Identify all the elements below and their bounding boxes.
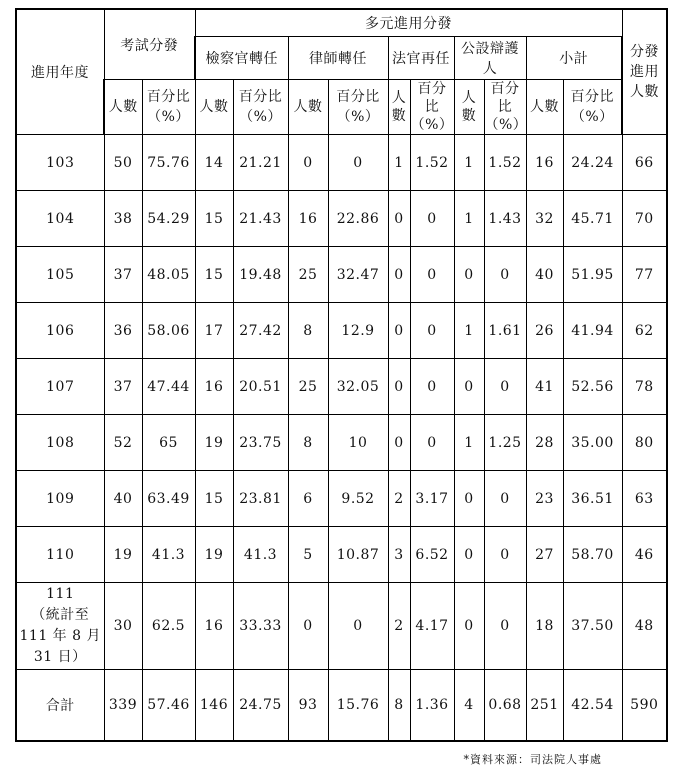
cell-judge-count: 1 [388,135,410,191]
cell-law-count: 25 [288,359,328,415]
header-diverse: 多元進用分發 [195,9,622,37]
cell-sub-count: 28 [526,415,563,471]
cell-judge-pct: 6.52 [410,527,454,583]
table-row [16,583,667,670]
cell-pros-count: 15 [195,247,233,303]
cell-law-pct: 22.86 [328,191,388,247]
header-sub-count: 人數 [526,80,563,135]
cell-year-note-2: 111 年 8 月 [19,628,101,644]
cell-exam-count: 36 [104,303,142,359]
table-total-row [16,670,667,742]
table-row [16,303,667,359]
cell-law-pct: 32.05 [328,359,388,415]
cell-law-pct: 12.9 [328,303,388,359]
header-law-count: 人數 [288,80,328,135]
cell-def-count: 1 [454,415,484,471]
cell-law-pct: 9.52 [328,471,388,527]
header-law-pct: 百分比 （%） [328,80,388,135]
header-judge-pct: 百分比 （%） [410,81,454,133]
table-row [16,359,667,415]
cell-year: 109 [16,471,104,527]
cell-def-pct: 1.61 [484,303,526,359]
cell-year-note-1: （統計至 [31,607,90,623]
cell-def-pct: 0 [484,471,526,527]
cell-pros-pct: 21.43 [233,191,288,247]
cell-exam-count: 40 [104,471,142,527]
cell-def-count: 0 [454,471,484,527]
cell-exam-pct: 62.5 [142,583,195,670]
cell-sub-pct: 35.00 [563,415,622,471]
cell-judge-count: 3 [388,527,410,583]
cell-pros-pct: 27.42 [233,303,288,359]
cell-sub-count: 18 [526,583,563,670]
cell-law-count: 0 [288,135,328,191]
cell-exam-count: 37 [104,359,142,415]
cell-sub-pct: 37.50 [563,583,622,670]
cell-exam-count: 19 [104,527,142,583]
cell-total: 46 [622,527,667,583]
cell-exam-pct: 63.49 [142,471,195,527]
cell-sub-count: 27 [526,527,563,583]
cell-exam-pct: 41.3 [142,527,195,583]
table-row [16,191,667,247]
cell-judge-count: 0 [388,191,410,247]
cell-judge-count: 8 [388,670,410,742]
cell-law-pct: 10 [328,415,388,471]
table-row [16,471,667,527]
cell-pros-pct: 24.75 [233,670,288,742]
header-def-count: 人 數 [454,80,484,135]
header-row-top [16,9,667,37]
cell-judge-count: 0 [388,303,410,359]
header-total-line2: 進用 [630,64,660,80]
cell-total-label: 合計 [16,670,104,742]
cell-judge-pct: 0 [410,303,454,359]
cell-sub-count: 16 [526,135,563,191]
cell-law-count: 6 [288,471,328,527]
header-subtotal: 小計 [526,37,622,80]
cell-judge-pct: 0 [410,247,454,303]
cell-sub-count: 23 [526,471,563,527]
cell-def-pct: 0 [484,583,526,670]
cell-def-count: 1 [454,303,484,359]
header-def-pct: 百分比 （%） [484,81,528,133]
cell-def-count: 4 [454,670,484,742]
cell-total: 62 [622,303,667,359]
cell-def-pct: 0 [484,527,526,583]
header-lawyer: 律師轉任 [288,37,388,80]
cell-judge-pct: 1.36 [410,670,454,742]
cell-law-count: 25 [288,247,328,303]
cell-pros-count: 16 [195,583,233,670]
cell-sub-count: 41 [526,359,563,415]
cell-total: 63 [622,471,667,527]
cell-sub-pct: 42.54 [563,670,622,742]
cell-law-count: 8 [288,415,328,471]
cell-total: 80 [622,415,667,471]
cell-law-count: 8 [288,303,328,359]
header-exam-pct: 百分比 （%） [142,80,195,135]
header-total-line3: 人數 [630,84,660,100]
table-row [16,415,667,471]
cell-year-note-3: 31 日） [33,649,87,665]
cell-judge-count: 2 [388,583,410,670]
cell-judge-pct: 0 [410,415,454,471]
cell-year: 108 [16,415,104,471]
cell-def-pct: 1.25 [484,415,526,471]
cell-sub-count: 26 [526,303,563,359]
cell-pros-count: 15 [195,471,233,527]
table-row [16,527,667,583]
cell-pros-count: 14 [195,135,233,191]
appointment-statistics-table [15,8,668,742]
cell-pros-pct: 21.21 [233,135,288,191]
cell-exam-count: 38 [104,191,142,247]
header-total-line1: 分發 [630,44,660,60]
header-judge-count: 人 數 [388,80,410,135]
header-year: 進用年度 [16,9,104,135]
cell-pros-count: 19 [195,527,233,583]
cell-judge-count: 2 [388,471,410,527]
cell-law-count: 0 [288,583,328,670]
cell-pros-count: 15 [195,191,233,247]
cell-total: 590 [622,670,667,742]
header-judge: 法官再任 [388,37,454,80]
cell-sub-count: 32 [526,191,563,247]
cell-def-count: 0 [454,527,484,583]
cell-def-pct: 1.52 [484,135,526,191]
cell-pros-pct: 23.81 [233,471,288,527]
cell-exam-pct: 65 [142,415,195,471]
table-row [16,135,667,191]
cell-exam-pct: 58.06 [142,303,195,359]
cell-law-pct: 10.87 [328,527,388,583]
cell-year: 110 [16,527,104,583]
cell-judge-count: 0 [388,359,410,415]
cell-pros-pct: 23.75 [233,415,288,471]
cell-sub-pct: 51.95 [563,247,622,303]
cell-sub-pct: 24.24 [563,135,622,191]
cell-def-pct: 0.68 [484,670,526,742]
cell-pros-count: 16 [195,359,233,415]
cell-judge-count: 0 [388,247,410,303]
cell-pros-pct: 19.48 [233,247,288,303]
cell-sub-pct: 41.94 [563,303,622,359]
cell-def-count: 1 [454,135,484,191]
header-defender: 公設辯護人 [454,37,526,80]
cell-pros-pct: 33.33 [233,583,288,670]
cell-law-pct: 15.76 [328,670,388,742]
cell-def-count: 0 [454,583,484,670]
cell-exam-pct: 57.46 [142,670,195,742]
cell-judge-pct: 0 [410,359,454,415]
cell-pros-pct: 41.3 [233,527,288,583]
cell-sub-count: 40 [526,247,563,303]
cell-def-count: 0 [454,359,484,415]
cell-sub-pct: 52.56 [563,359,622,415]
source-note: *資料來源：司法院人事處 [463,753,602,766]
cell-judge-pct: 3.17 [410,471,454,527]
cell-pros-count: 17 [195,303,233,359]
cell-exam-pct: 47.44 [142,359,195,415]
cell-exam-pct: 75.76 [142,135,195,191]
cell-judge-count: 0 [388,415,410,471]
cell-pros-count: 146 [195,670,233,742]
cell-year-number: 111 [46,586,75,602]
cell-law-pct: 0 [328,583,388,670]
cell-law-pct: 32.47 [328,247,388,303]
cell-sub-pct: 58.70 [563,527,622,583]
header-exam-count: 人數 [104,80,142,135]
cell-year [16,583,104,670]
cell-judge-pct: 4.17 [410,583,454,670]
cell-judge-pct: 1.52 [410,135,454,191]
cell-total: 77 [622,247,667,303]
cell-def-count: 0 [454,247,484,303]
cell-law-count: 5 [288,527,328,583]
cell-total: 70 [622,191,667,247]
cell-exam-count: 37 [104,247,142,303]
header-pros-count: 人數 [195,80,233,135]
cell-year: 103 [16,135,104,191]
cell-year: 105 [16,247,104,303]
cell-sub-pct: 36.51 [563,471,622,527]
cell-judge-pct: 0 [410,191,454,247]
cell-pros-pct: 20.51 [233,359,288,415]
header-sub-pct: 百分比 （%） [563,80,622,135]
header-row-units [16,80,667,135]
cell-def-pct: 0 [484,247,526,303]
cell-total: 78 [622,359,667,415]
cell-def-pct: 0 [484,359,526,415]
cell-sub-pct: 45.71 [563,191,622,247]
cell-total: 66 [622,135,667,191]
header-prosecutor: 檢察官轉任 [195,37,288,80]
header-total-count [622,9,667,135]
cell-sub-count: 251 [526,670,563,742]
cell-def-pct: 1.43 [484,191,526,247]
cell-pros-count: 19 [195,415,233,471]
cell-law-pct: 0 [328,135,388,191]
header-pros-pct: 百分比 （%） [233,80,288,135]
table-row [16,247,667,303]
cell-exam-pct: 48.05 [142,247,195,303]
cell-exam-count: 50 [104,135,142,191]
cell-year: 106 [16,303,104,359]
cell-exam-count: 30 [104,583,142,670]
cell-exam-count: 52 [104,415,142,471]
cell-year: 107 [16,359,104,415]
cell-year: 104 [16,191,104,247]
cell-total: 48 [622,583,667,670]
cell-law-count: 93 [288,670,328,742]
cell-law-count: 16 [288,191,328,247]
header-exam: 考試分發 [104,9,195,80]
cell-exam-pct: 54.29 [142,191,195,247]
cell-exam-count: 339 [104,670,142,742]
cell-def-count: 1 [454,191,484,247]
